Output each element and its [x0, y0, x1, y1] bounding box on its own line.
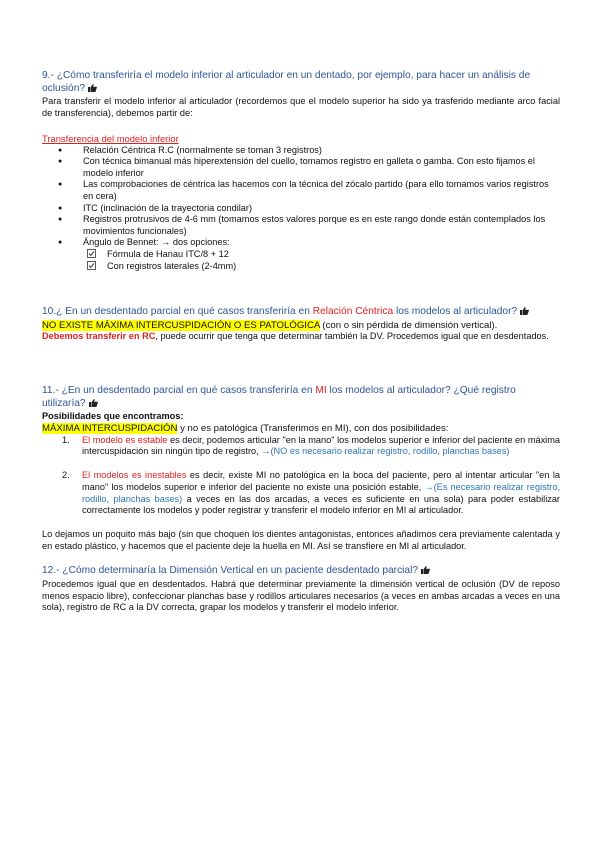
thumbs-up-icon — [421, 566, 430, 579]
checkbox-icon — [87, 261, 96, 274]
list-item: ● Las comprobaciones de céntrica las hacemos con la técnica del zócalo partido (para ello tomamos varios registros en cera) — [42, 179, 560, 202]
question-10-title: 10.¿ En un desdentado parcial en qué casos transferiría en Relación Céntrica los modelos al articulador? — [42, 306, 560, 320]
list-item: Fórmula de Hanau ITC/8 + 12 — [83, 249, 560, 261]
question-11-intro: Posibilidades que encontramos: — [42, 411, 184, 422]
numbered-list — [42, 435, 560, 517]
list-item: ● Registros protrusivos de 4-6 mm (tomamos estos valores porque es en este rango donde están contemplados los movimientos funcionales) — [42, 214, 560, 237]
document-page — [42, 70, 560, 614]
sub-list — [83, 249, 560, 272]
list-item: ● Relación Céntrica R.C (normalmente se toman 3 registros) — [42, 145, 560, 157]
list-item: 1. El modelo es estable es decir, podemos articular "en la mano" los modelos superior e inferior del paciente en máxima intercuspidación sin ningún tipo de registro, →(NO es necesario realizar registro, rodillo, planchas bases) — [62, 434, 560, 457]
list-item: ● ITC (inclinación de la trayectoria condilar) — [42, 203, 560, 215]
thumbs-up-icon — [89, 399, 98, 412]
highlighted-text: MÁXIMA INTERCUSPIDACIÓN — [42, 423, 178, 435]
question-11-closing: Lo dejamos un poquito más bajo (sin que choquen los dientes antagonistas, entonces añadimos cera previamente calentada y en estado plástico, y hacemos que el paciente deje la huella en MI. Así se transfiere en MI al articulador. — [42, 528, 560, 551]
question-12-answer: Procedemos igual que en desdentados. Habrá que determinar previamente la dimensión vertical de oclusión (DV de reposo menos espacio libre), confeccionar planchas base y rodillos articulares necesarios (a veces en ambas arcadas a veces en una sola), registro de RC a la DV correcta, grapar los modelos y transferir el modelo inferior. — [42, 578, 560, 613]
question-11-answer: MÁXIMA INTERCUSPIDACIÓN y no es patológica (Transferimos en MI), con dos posibilidades: — [42, 423, 449, 435]
bullet-list — [42, 145, 560, 273]
question-9-intro: Para transferir el modelo inferior al articulador (recordemos que el modelo superior ha sido ya trasferido mediante arco facial de transferencia), debemos partir de: — [42, 96, 560, 118]
highlighted-text: NO EXISTE MÁXIMA INTERCUSPIDACIÓN O ES PATOLÓGICA — [42, 319, 320, 331]
list-item: ● Con técnica bimanual más hiperextensión del cuello, tomamos registro en galleta o gamba. Con esto fijamos el modelo inferior — [42, 156, 560, 179]
list-item: 2. El modelos es inestables es decir, existe MI no patológica en la boca del paciente, pero al intentar articular "en la mano" los modelos superior e inferior del paciente no existe una posición estable, →(Es necesario realizar registro, rodillo, planchas bases) a veces en las dos arcadas, a veces es suficiente en una sola) para poder estabilizar correctamente los modelos y poder registrar y transferir el modelo inferior en MI al articulador. — [62, 470, 560, 516]
thumbs-up-icon — [520, 307, 529, 320]
question-12-title: 12.- ¿Cómo determinaría la Dimensión Vertical en un paciente desdentado parcial? — [42, 565, 560, 579]
question-11-title: 11.- ¿En un desdentado parcial en qué casos transferiría en MI los modelos al articulador? ¿Qué registro utilizaría? — [42, 385, 560, 411]
question-10-answer: NO EXISTE MÁXIMA INTERCUSPIDACIÓN O ES PATOLÓGICA (con o sin pérdida de dimensión vertical). — [42, 319, 498, 331]
thumbs-up-icon — [88, 84, 97, 97]
list-item: Con registros laterales (2-4mm) — [83, 261, 560, 273]
section-heading: Transferencia del modelo inferior — [42, 132, 179, 144]
question-10-detail: Debemos transferir en RC, puede ocurrir que tenga que determinar también la DV. Procedemos igual que en desdentados. — [42, 331, 549, 342]
question-9-title: 9.- ¿Cómo transferiría el modelo inferior al articulador en un dentado, por ejemplo, para hacer un análisis de oclusión? — [42, 70, 560, 96]
list-item: ● Ángulo de Bennet: → dos opciones: Fórmula de Hanau ITC/8 + 12 Con registros laterales (2-4mm) — [42, 237, 560, 272]
